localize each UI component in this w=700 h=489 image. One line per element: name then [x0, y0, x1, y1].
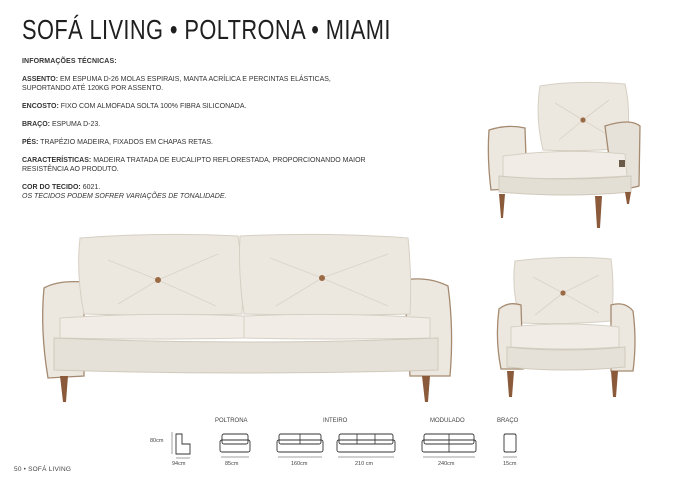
spec-encosto — [22, 102, 367, 111]
spec-text: ESPUMA D-23. — [51, 121, 101, 128]
inteiro-width-2-label: 210 cm — [355, 461, 374, 467]
spec-label: COR DO TECIDO: — [22, 184, 81, 191]
spec-text: EM ESPUMA D-26 MOLAS ESPIRAIS, MANTA ACRÍLICA E PERCINTAS ELÁSTICAS, SUPORTANDO ATÉ 120KG POR ASSENTO. — [22, 76, 331, 92]
spec-text: MADEIRA TRATADA DE EUCALIPTO REFLORESTADA, PROPORCIONANDO MAIOR RESISTÊNCIA AO PRODUTO. — [22, 157, 366, 173]
modulado-width-label: 240cm — [438, 461, 455, 467]
page-footer: 50 • SOFÁ LIVING — [14, 466, 72, 473]
inteiro-210-icon — [335, 430, 397, 460]
spec-text: 6021. — [82, 184, 101, 191]
sofa-photo — [38, 230, 458, 406]
inteiro-title: INTEIRO — [323, 418, 348, 424]
spec-label: ENCOSTO: — [22, 103, 59, 110]
spec-cor-tecido — [22, 183, 367, 201]
spec-text: TRAPÉZIO MADEIRA, FIXADOS EM CHAPAS RETAS. — [40, 139, 213, 146]
modulado-icon — [420, 430, 478, 460]
poltrona-title: POLTRONA — [215, 418, 248, 424]
spec-label: CARACTERÍSTICAS: — [22, 157, 92, 164]
spec-caracteristicas — [22, 156, 367, 174]
technical-specs — [22, 57, 367, 201]
poltrona-front-icon — [218, 430, 252, 460]
braco-width-label: 15cm — [503, 461, 517, 467]
spec-label: ASSENTO: — [22, 76, 59, 83]
spec-assento — [22, 75, 367, 93]
spec-label: PÉS: — [22, 139, 39, 146]
spec-note: OS TECIDOS PODEM SOFRER VARIAÇÕES DE TONALIDADE. — [22, 193, 227, 200]
side-depth-label: 94cm — [172, 461, 186, 467]
modulado-title: MODULADO — [430, 418, 465, 424]
side-view-icon — [170, 428, 192, 460]
poltrona-width-label: 85cm — [225, 461, 239, 467]
braco-icon — [501, 430, 519, 460]
page-title: SOFÁ LIVING • POLTRONA • MIAMI — [22, 14, 391, 45]
spec-pes — [22, 138, 367, 147]
spec-label: BRAÇO: — [22, 121, 50, 128]
inteiro-160-icon — [275, 430, 325, 460]
braco-title: BRAÇO — [497, 418, 519, 424]
spec-braco — [22, 120, 367, 129]
side-height-label: 80cm — [150, 438, 164, 444]
armchair-photo-bottom — [495, 255, 645, 403]
spec-text: FIXO COM ALMOFADA SOLTA 100% FIBRA SILICONADA. — [60, 103, 247, 110]
inteiro-width-1-label: 160cm — [291, 461, 308, 467]
armchair-photo-top — [485, 78, 645, 230]
specs-heading: INFORMAÇÕES TÉCNICAS: — [22, 58, 117, 65]
dimension-diagrams — [150, 418, 530, 473]
